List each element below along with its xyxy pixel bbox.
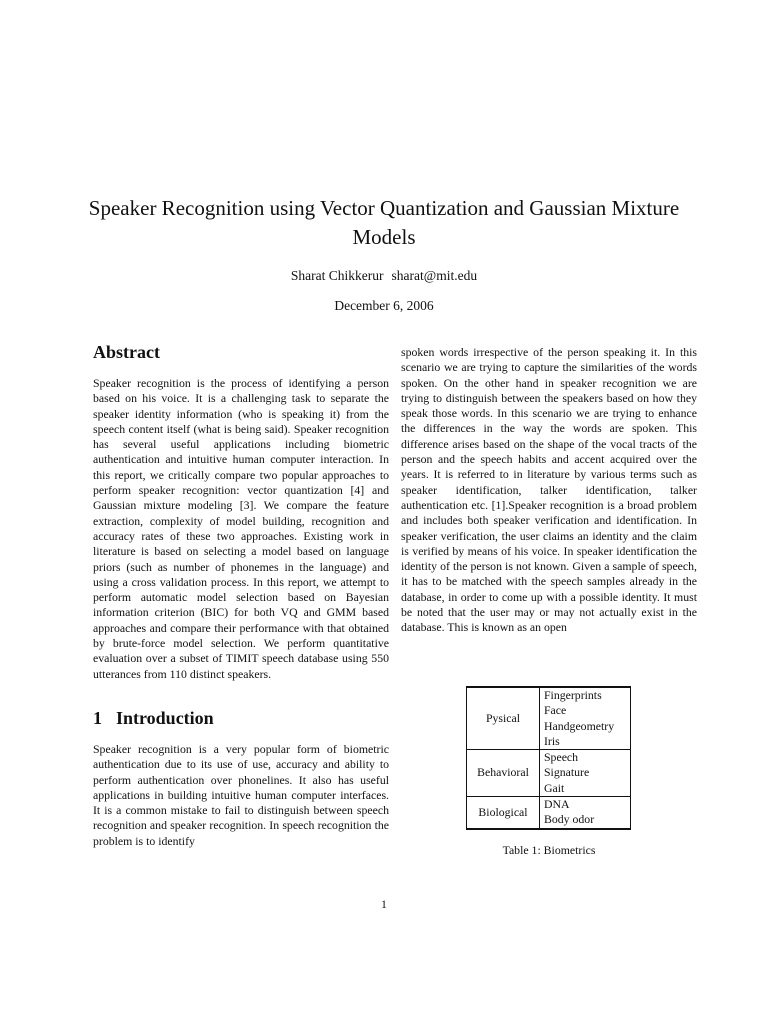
table-item: Handgeometry: [544, 718, 615, 733]
biometrics-table: [466, 686, 631, 830]
right-column-text: spoken words irrespective of the person speaking it. In this scenario we are trying to capture the similarities of the words spoken. On the other hand in speaker recognition we are trying to distinguish between the speakers based on how they speak those words. In this scenario we are trying to enhance the differences in the way the words are spoken. This difference arises based on the shape of the vocal tracts of the person and the speech habits and accent acquired over the years. It is referred to in literature by various terms such as speaker identification, talker identification, talker authentication etc. [1].Speaker recognition is a broad problem and includes both speaker verification and identification. In speaker verification, the user claims an identity and the claim is verified by means of his voice. In speaker identification the identity of the person is not known. Given a sample of speech, it has to be matched with the speech samples already in the database, in order to come up with a possible identity. It must be noted that the user may or may not actually exist in the database. This is known as an open: [401, 345, 697, 635]
left-column: [93, 340, 389, 849]
introduction-heading: [93, 706, 389, 730]
table-category-cell: Behavioral: [467, 750, 540, 797]
table-item: Iris: [544, 733, 560, 748]
author-email: sharat@mit.edu: [391, 268, 478, 283]
table-item: Face: [544, 703, 567, 718]
paper-date: December 6, 2006: [334, 298, 434, 313]
table-row: [467, 750, 631, 797]
paper-title: Speaker Recognition using Vector Quantization and Gaussian Mixture Models: [88, 196, 680, 249]
table-items-cell: [540, 687, 631, 750]
page-number: 1: [381, 897, 387, 911]
table-items-cell: [540, 797, 631, 829]
author-line: [80, 266, 688, 286]
abstract-text: Speaker recognition is the process of identifying a person based on his voice. It is a challenging task to separate the speaker identity information (who is speaking it) from the speech content itself (what is being said). Speaker recognition has several useful applications including biometric authentication and intuitive human computer interaction. In this report, we critically compare two popular approaches to perform speaker recognition: vector quantization [4] and Gaussian mixture modeling [3]. We compare the feature extraction, complexity of model building, recognition and accuracy rates of these two approaches. Existing work in literature is based on selecting a model based on language priors (such as number of phonemes in the language) and using a cross validation process. In this report, we attempt to perform automatic model selection based on Bayesian information criterion (BIC) for both VQ and GMM based approaches and compare their performance with that obtained by brute-force model selection. We perform quantitative evaluation over a subset of TIMIT speech database using 550 utterances from 110 distinct speakers.: [93, 376, 389, 681]
table-item: Body odor: [544, 812, 595, 827]
table-items-cell: [540, 750, 631, 797]
author-name: Sharat Chikkerur: [290, 268, 384, 283]
table-row: [467, 687, 631, 750]
table-item: DNA: [544, 797, 570, 812]
introduction-text: Speaker recognition is a very popular form of biometric authentication due to its use of use, accuracy and ability to perform authentication over phonelines. It also has useful applications in building intuitive human computer interfaces. It is a common mistake to fail to distinguish between speech recognition and speaker recognition. In speech recognition the problem is to identify: [93, 741, 389, 848]
table-item: Speech: [544, 750, 579, 765]
biometrics-table-container: [466, 686, 632, 830]
table-category-cell: Biological: [467, 797, 540, 829]
abstract-heading: Abstract: [93, 342, 160, 362]
table-item: Fingerprints: [544, 688, 602, 702]
table-item: Gait: [544, 780, 565, 795]
table-caption: Table 1: Biometrics: [502, 843, 596, 857]
table-category-cell: Pysical: [467, 687, 540, 750]
section-title: Introduction: [116, 707, 214, 728]
section-number: 1: [93, 707, 102, 728]
table-row: [467, 797, 631, 829]
right-column: [401, 345, 697, 636]
table-item: Signature: [544, 765, 590, 780]
